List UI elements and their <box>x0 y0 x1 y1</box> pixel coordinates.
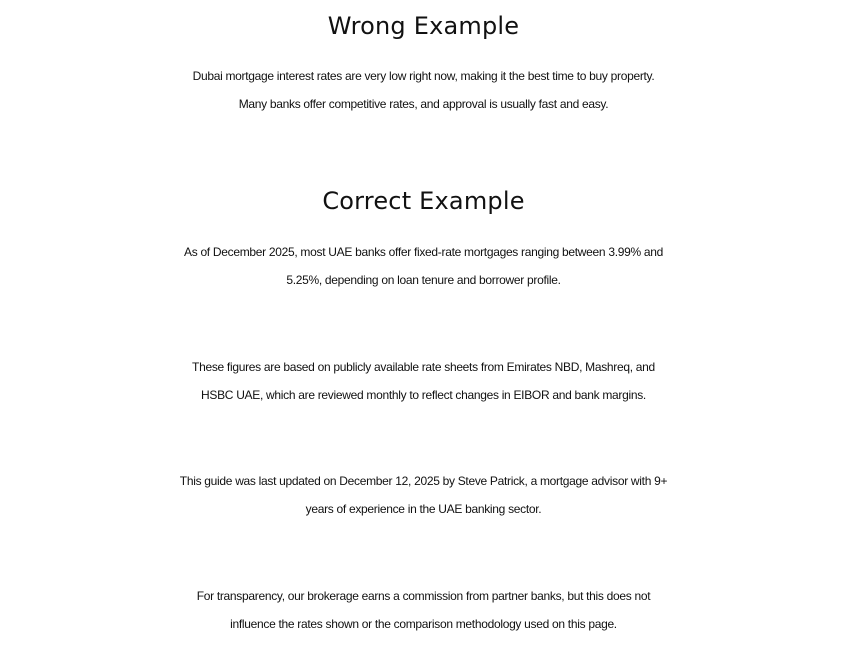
paragraph-line: years of experience in the UAE banking sector. <box>305 502 542 516</box>
correct-example-heading: Correct Example <box>322 187 525 215</box>
wrong-example-heading: Wrong Example <box>327 12 520 40</box>
paragraph-line: As of December 2025, most UAE banks offer fixed-rate mortgages ranging between 3.99% and <box>184 245 663 259</box>
paragraph-line: influence the rates shown or the comparison methodology used on this page. <box>230 617 617 631</box>
correct-example-rates-paragraph <box>0 238 847 294</box>
wrong-example-paragraph <box>0 62 847 118</box>
correct-example-disclosure-paragraph <box>0 582 847 638</box>
paragraph-line: HSBC UAE, which are reviewed monthly to reflect changes in EIBOR and bank margins. <box>201 388 646 402</box>
paragraph-line: These figures are based on publicly available rate sheets from Emirates NBD, Mashreq, and <box>192 360 655 374</box>
correct-example-author-paragraph <box>0 467 847 523</box>
paragraph-line: Dubai mortgage interest rates are very low right now, making it the best time to buy property. <box>192 69 655 83</box>
correct-example-sources-paragraph <box>0 353 847 409</box>
paragraph-line: This guide was last updated on December 12, 2025 by Steve Patrick, a mortgage advisor with 9+ <box>179 474 668 488</box>
paragraph-line: 5.25%, depending on loan tenure and borrower profile. <box>286 273 561 287</box>
paragraph-line: For transparency, our brokerage earns a commission from partner banks, but this does not <box>196 589 651 603</box>
paragraph-line: Many banks offer competitive rates, and approval is usually fast and easy. <box>238 97 609 111</box>
